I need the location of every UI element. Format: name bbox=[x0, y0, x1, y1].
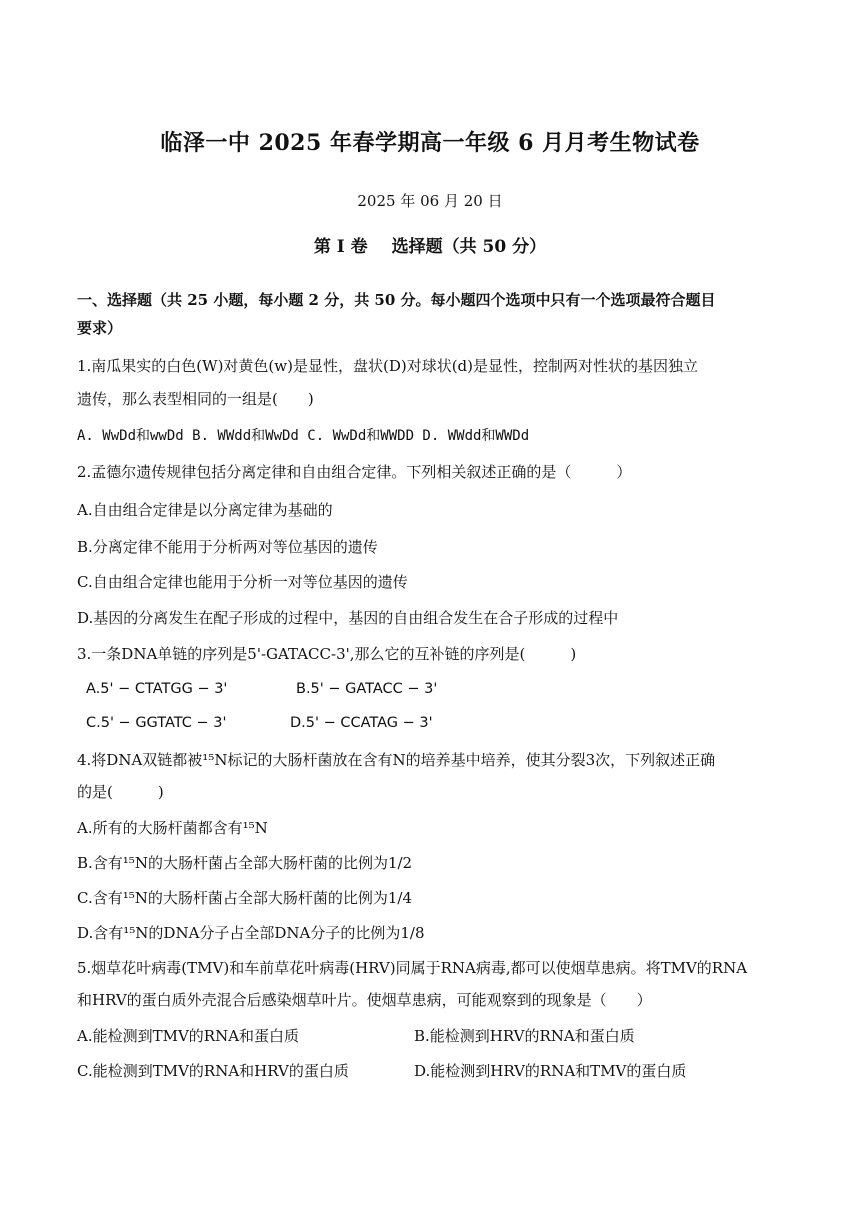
q2-option-d: D.基因的分离发生在配子形成的过程中，基因的自由组合发生在合子形成的过程中 bbox=[77, 609, 619, 627]
instructions-line-1: 一、选择题（共 25 小题，每小题 2 分，共 50 分。每小题四个选项中只有一个选项最符合题目 bbox=[77, 291, 716, 309]
q1-stem-line-1: 1.南瓜果实的白色(W)对黄色(w)是显性，盘状(D)对球状(d)是显性，控制两对性状的基因独立 bbox=[77, 357, 699, 375]
q4-option-c: C.含有¹⁵N的大肠杆菌占全部大肠杆菌的比例为1/4 bbox=[77, 889, 413, 907]
q2-option-b: B.分离定律不能用于分析两对等位基因的遗传 bbox=[77, 538, 378, 556]
q5-option-d: D.能检测到HRV的RNA和TMV的蛋白质 bbox=[414, 1062, 687, 1080]
q4-option-d: D.含有¹⁵N的DNA分子占全部DNA分子的比例为1/8 bbox=[77, 924, 425, 942]
q2-option-c: C.自由组合定律也能用于分析一对等位基因的遗传 bbox=[77, 573, 408, 591]
q2-option-a: A.自由组合定律是以分离定律为基础的 bbox=[77, 501, 333, 519]
section-heading bbox=[0, 232, 860, 257]
q5-option-b: B.能检测到HRV的RNA和蛋白质 bbox=[414, 1027, 635, 1045]
exam-date: 2025 年 06 月 20 日 bbox=[357, 192, 503, 210]
q3-stem: 3.一条DNA单链的序列是5'-GATACC-3',那么它的互补链的序列是( ) bbox=[77, 645, 577, 663]
q3-option-a: A.5' − CTATGG − 3' bbox=[86, 681, 228, 697]
q3-option-d: D.5' − CCATAG − 3' bbox=[290, 715, 433, 731]
section-name: 选择题（共 50 分） bbox=[391, 237, 547, 257]
q4-option-b: B.含有¹⁵N的大肠杆菌占全部大肠杆菌的比例为1/2 bbox=[77, 854, 413, 872]
q3-option-c: C.5' − GGTATC − 3' bbox=[86, 715, 227, 731]
q5-stem-line-2: 和HRV的蛋白质外壳混合后感染烟草叶片。使烟草患病，可能观察到的现象是（ ） bbox=[77, 991, 652, 1009]
q4-option-a: A.所有的大肠杆菌都含有¹⁵N bbox=[77, 819, 268, 837]
q3-option-b: B.5' − GATACC − 3' bbox=[296, 681, 438, 697]
q4-stem-line-1: 4.将DNA双链都被¹⁵N标记的大肠杆菌放在含有N的培养基中培养，使其分裂3次，下列叙述正确 bbox=[77, 751, 716, 769]
section-part: 第 I 卷 bbox=[313, 237, 368, 257]
q1-stem-line-2: 遗传，那么表型相同的一组是( ) bbox=[77, 390, 314, 408]
instructions-line-2: 要求） bbox=[77, 319, 123, 337]
exam-title: 临泽一中 2025 年春学期高一年级 6 月月考生物试卷 bbox=[160, 130, 700, 156]
q5-option-a: A.能检测到TMV的RNA和蛋白质 bbox=[77, 1027, 300, 1045]
q5-stem-line-1: 5.烟草花叶病毒(TMV)和车前草花叶病毒(HRV)同属于RNA病毒,都可以使烟草患病。将TMV的RNA bbox=[77, 959, 748, 977]
q2-stem: 2.孟德尔遗传规律包括分离定律和自由组合定律。下列相关叙述正确的是（ ） bbox=[77, 463, 632, 481]
q1-options: A. WwDd和wwDd B. WWdd和WwDd C. WwDd和WWDD D. WWdd和WWDd bbox=[77, 428, 530, 444]
q4-stem-line-2: 的是( ) bbox=[77, 783, 164, 801]
q5-option-c: C.能检测到TMV的RNA和HRV的蛋白质 bbox=[77, 1062, 349, 1080]
